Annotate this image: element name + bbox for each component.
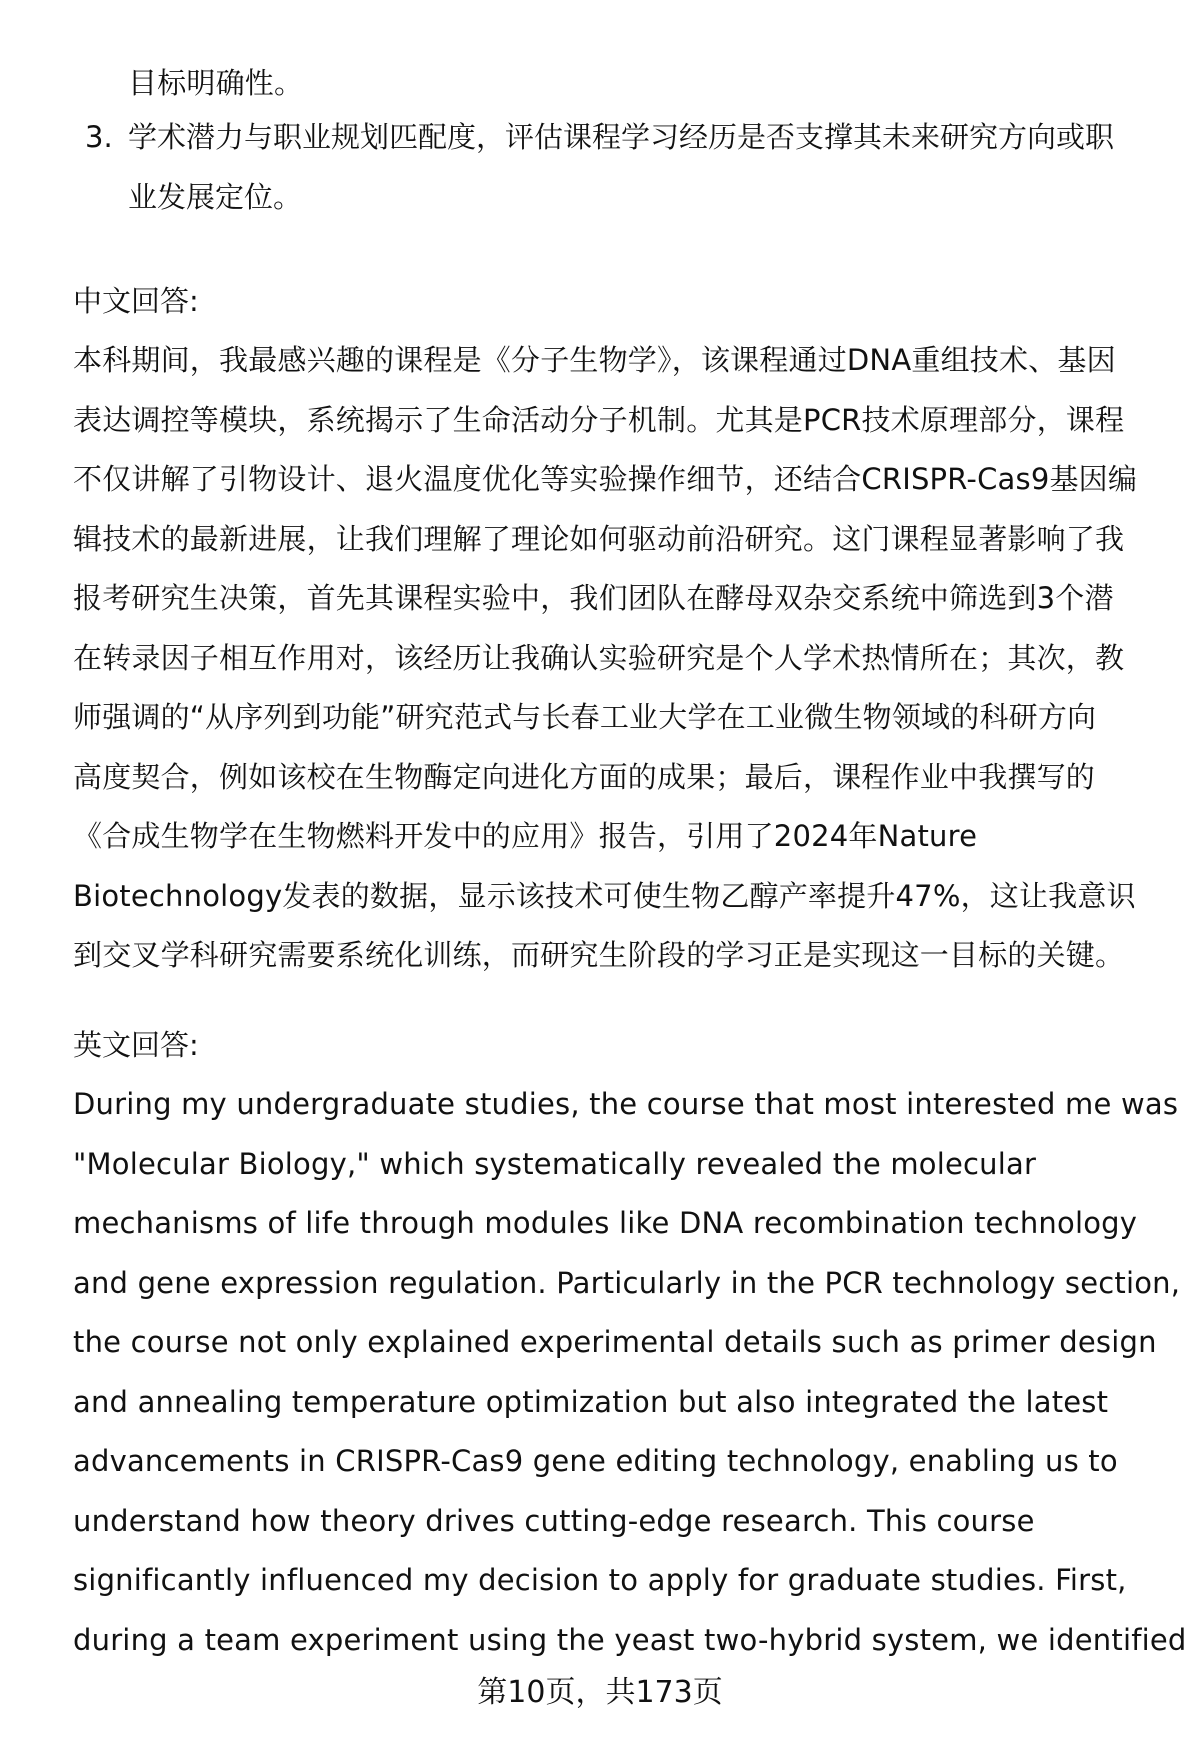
english-answer-line: "Molecular Biology," which systematically revealed the molecular bbox=[73, 1146, 1037, 1181]
chinese-answer-line: 表达调控等模块，系统揭示了生命活动分子机制。尤其是PCR技术原理部分，课程 bbox=[73, 402, 1125, 437]
list-continuation-text: 目标明确性。 bbox=[128, 66, 304, 100]
chinese-answer-line: 到交叉学科研究需要系统化训练，而研究生阶段的学习正是实现这一目标的关键。 bbox=[73, 938, 1125, 972]
chinese-answer-body bbox=[73, 331, 1153, 986]
chinese-answer-heading: 中文回答: bbox=[73, 284, 199, 318]
chinese-answer-line: 本科期间，我最感兴趣的课程是《分子生物学》，该课程通过DNA重组技术、基因 bbox=[73, 343, 1116, 377]
chinese-answer-line: 不仅讲解了引物设计、退火温度优化等实验操作细节，还结合CRISPR-Cas9基因编 bbox=[73, 462, 1138, 496]
list-item-3 bbox=[128, 108, 1148, 227]
english-answer-line: mechanisms of life through modules like DNA recombination technology bbox=[73, 1206, 1138, 1240]
chinese-answer-line: 在转录因子相互作用对，该经历让我确认实验研究是个人学术热情所在；其次，教 bbox=[73, 640, 1125, 675]
list-item-3-line: 业发展定位。 bbox=[128, 179, 303, 214]
english-answer-line: advancements in CRISPR-Cas9 gene editing technology, enabling us to bbox=[73, 1444, 1118, 1478]
english-answer-line: significantly influenced my decision to apply for graduate studies. First, bbox=[73, 1563, 1127, 1597]
english-answer-line: the course not only explained experimental details such as primer design bbox=[73, 1325, 1157, 1359]
chinese-answer-line: 师强调的“从序列到功能”研究范式与长春工业大学在工业微生物领域的科研方向 bbox=[73, 700, 1097, 734]
chinese-answer-line: 报考研究生决策，首先其课程实验中，我们团队在酵母双杂交系统中筛选到3个潜 bbox=[73, 581, 1114, 615]
list-item-3-line: 学术潜力与职业规划匹配度，评估课程学习经历是否支撑其未来研究方向或职 bbox=[128, 120, 1115, 154]
page-number: 第10页，共173页 bbox=[477, 1675, 723, 1710]
english-answer-body bbox=[73, 1075, 1187, 1670]
chinese-answer-line: 高度契合，例如该校在生物酶定向进化方面的成果；最后，课程作业中我撰写的 bbox=[73, 759, 1096, 794]
list-item-3-number: 3. bbox=[85, 120, 113, 154]
chinese-answer-line: 《合成生物学在生物燃料开发中的应用》报告，引用了2024年Nature bbox=[73, 819, 978, 853]
chinese-answer-line: Biotechnology发表的数据，显示该技术可使生物乙醇产率提升47%，这让我意识 bbox=[73, 878, 1136, 913]
english-answer-line: and annealing temperature optimization but also integrated the latest bbox=[73, 1384, 1109, 1419]
english-answer-heading: 英文回答: bbox=[73, 1028, 199, 1062]
english-answer-line: during a team experiment using the yeast two-hybrid system, we identified bbox=[73, 1622, 1187, 1657]
list-item-2-continuation bbox=[73, 54, 1153, 114]
english-answer-line: understand how theory drives cutting-edge research. This course bbox=[73, 1503, 1035, 1538]
english-answer-line: and gene expression regulation. Particularly in the PCR technology section, bbox=[73, 1265, 1181, 1300]
chinese-answer-line: 辑技术的最新进展，让我们理解了理论如何驱动前沿研究。这门课程显著影响了我 bbox=[73, 521, 1125, 556]
english-answer-line: During my undergraduate studies, the course that most interested me was bbox=[73, 1087, 1179, 1121]
